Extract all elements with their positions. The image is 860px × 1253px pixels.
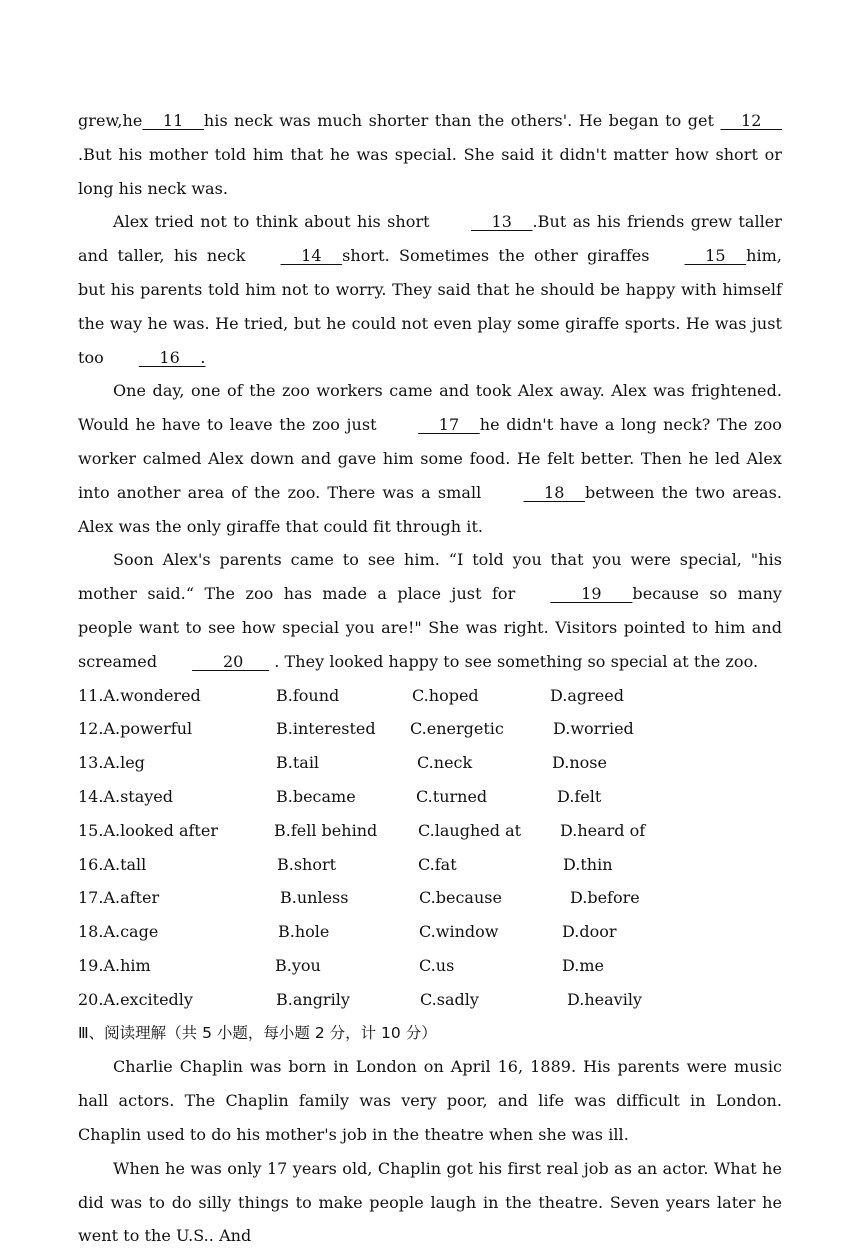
option-b: B.interested — [276, 719, 376, 739]
blank-19: 19 — [550, 584, 633, 604]
text-segment: his neck was much shorter than the others'. He began to get — [203, 111, 721, 130]
option-d: D.worried — [553, 719, 634, 739]
blank-11: 11 — [142, 111, 204, 130]
cloze-paragraph-2 — [78, 205, 782, 374]
option-c: C.us — [419, 955, 455, 975]
option-a: 16.A.tall — [78, 854, 147, 874]
text-segment: short. Sometimes the other giraffes — [342, 246, 650, 266]
option-c: C.hoped — [412, 685, 479, 705]
option-a: 19.A.him — [78, 955, 151, 975]
cloze-paragraph-4 — [78, 543, 782, 678]
option-d: D.felt — [557, 786, 602, 806]
option-c: C.energetic — [410, 719, 504, 739]
text-segment: between the two areas. Alex was the only giraffe that could fit through it. — [78, 482, 782, 536]
text-segment: Alex tried not to think about his short — [113, 212, 436, 232]
option-row — [78, 983, 782, 1017]
option-row — [78, 780, 782, 814]
blank-13: 13 — [471, 212, 533, 232]
text-segment: .But his mother told him that he was special. She said it didn't matter how short or long his neck was. — [78, 144, 782, 198]
blank-16: 16 . — [138, 347, 206, 367]
option-b: B.tail — [276, 753, 320, 773]
option-row — [78, 746, 782, 780]
blank-12: 12 — [720, 111, 782, 130]
option-c: C.turned — [416, 786, 488, 806]
option-b: B.hole — [278, 922, 330, 942]
reading-paragraph-1: Charlie Chaplin was born in London on April 16, 1889. His parents were music hall actors. The Chaplin family was very poor, and life was difficult in London. Chaplin used to do his mother's job in the theatre when she was ill. — [78, 1057, 782, 1144]
option-d: D.heavily — [567, 989, 642, 1009]
option-d: D.thin — [563, 854, 613, 874]
option-row — [78, 679, 782, 713]
option-a: 14.A.stayed — [78, 786, 174, 806]
option-b: B.short — [277, 854, 337, 874]
text-segment: he didn't have a long neck? The zoo worker calmed Alex down and gave him some food. He felt better. Then he led Alex into another area of the zoo. There was a small — [78, 415, 782, 502]
blank-14: 14 — [280, 246, 343, 266]
option-c: C.fat — [418, 854, 457, 874]
option-a: 20.A.excitedly — [78, 989, 193, 1009]
option-d: D.agreed — [550, 685, 624, 705]
text-segment: him, but his parents told him not to worry. They said that he should be happy with himself the way he was. He tried, but he could not even play some giraffe sports. He was just too — [78, 246, 783, 367]
option-c: C.because — [419, 888, 502, 908]
option-b: B.unless — [280, 888, 349, 908]
option-b: B.became — [276, 786, 356, 806]
option-d: D.heard of — [560, 820, 646, 840]
option-c: C.window — [419, 922, 499, 942]
option-b: B.found — [276, 685, 340, 705]
option-row — [78, 881, 782, 915]
option-row — [78, 949, 782, 983]
option-row — [78, 915, 782, 949]
text-segment: .But as his friends grew taller and taller, his neck — [78, 212, 782, 266]
option-d: D.door — [562, 922, 617, 942]
blank-15: 15 — [684, 246, 747, 266]
option-a: 11.A.wondered — [78, 685, 201, 705]
option-c: C.sadly — [420, 989, 479, 1009]
option-c: C.laughed at — [418, 820, 522, 840]
option-d: D.before — [570, 888, 640, 908]
option-row — [78, 814, 782, 848]
cloze-paragraph-3 — [78, 374, 782, 543]
text-segment: . They looked happy to see something so special at the zoo. — [269, 651, 759, 671]
option-a: 12.A.powerful — [78, 719, 193, 739]
text-segment: grew,he — [78, 111, 143, 130]
cloze-paragraph-1 — [78, 104, 782, 205]
option-c: C.neck — [417, 753, 473, 773]
blank-17: 17 — [418, 415, 480, 435]
text-segment: One day, one of the zoo workers came and took Alex away. Alex was frightened. Would he have to leave the zoo just — [78, 381, 782, 435]
document-page — [78, 104, 782, 1253]
option-d: D.me — [562, 955, 604, 975]
option-d: D.nose — [552, 753, 607, 773]
option-row — [78, 848, 782, 882]
option-b: B.angrily — [276, 989, 350, 1009]
option-a: 18.A.cage — [78, 922, 159, 942]
option-row — [78, 712, 782, 746]
blank-18: 18 — [523, 482, 586, 502]
section-title: Ⅲ、阅读理解（共 5 小题，每小题 2 分，计 10 分） — [78, 1023, 437, 1042]
text-segment: Soon Alex's parents came to see him. “I told you that you were special, "his mother said.“ The zoo has made a place just for — [78, 550, 782, 604]
option-a: 15.A.looked after — [78, 820, 218, 840]
option-b: B.you — [275, 955, 321, 975]
reading-paragraph-2: When he was only 17 years old, Chaplin got his first real job as an actor. What he did was to do silly things to make people laugh in the theatre. Seven years later he went to the U.S.. And — [78, 1158, 782, 1246]
option-b: B.fell behind — [274, 820, 378, 840]
answer-options — [78, 679, 782, 1017]
option-a: 13.A.leg — [78, 753, 145, 773]
blank-20: 20 — [192, 651, 270, 671]
text-segment: because so many people want to see how special you are!" She was right. Visitors pointed to him and screamed — [78, 584, 783, 671]
option-a: 17.A.after — [78, 888, 160, 908]
